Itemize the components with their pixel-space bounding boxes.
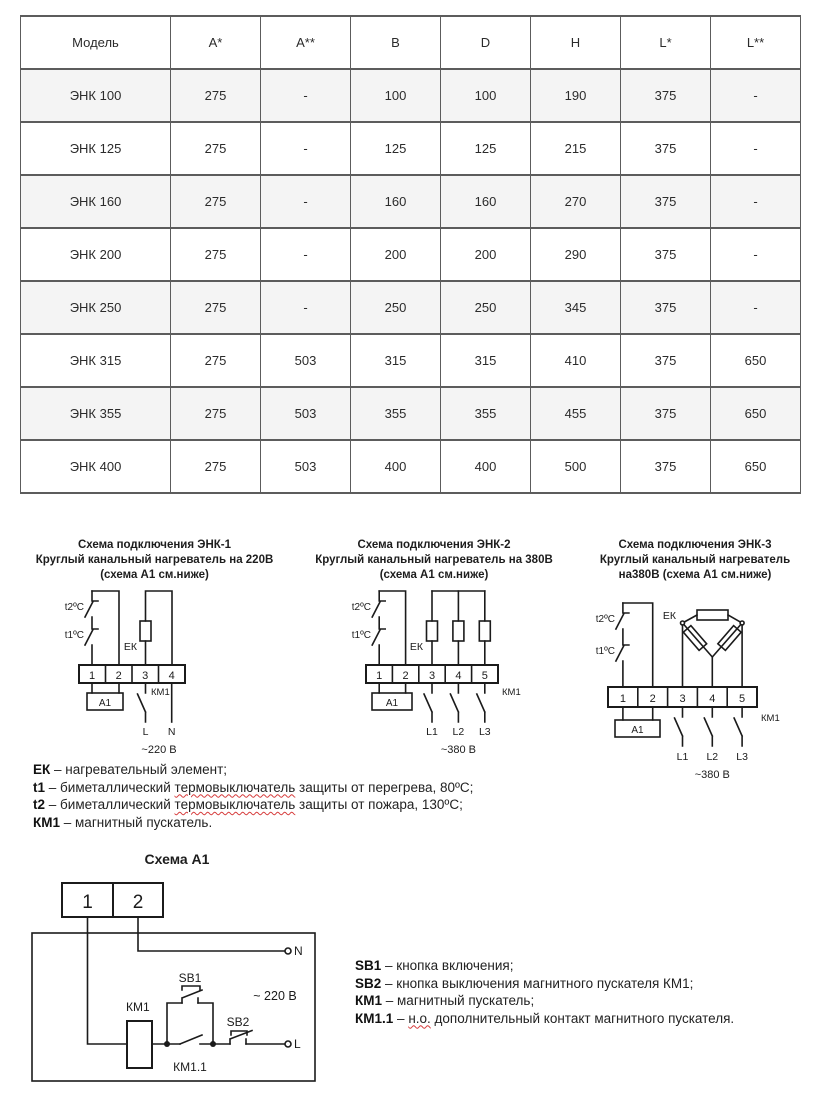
col-header: A**	[261, 16, 351, 69]
table-row	[21, 281, 801, 334]
terminal-number: 1	[82, 892, 93, 913]
km11-contact-icon	[180, 1035, 230, 1044]
heater-element-icon	[427, 621, 438, 641]
neutral-n-label: N	[167, 726, 176, 738]
dim-cell: -	[261, 281, 351, 334]
voltage-label: ~220 В	[141, 744, 177, 756]
dim-cell: 275	[171, 228, 261, 281]
sb1-button-contact-icon	[182, 990, 202, 1003]
voltage-label: ~380 В	[694, 769, 730, 781]
dim-cell: 270	[531, 175, 621, 228]
wire	[432, 591, 485, 665]
phase-l1-label: L1	[426, 726, 438, 738]
legend-line	[355, 1010, 805, 1028]
legend-text: дополнительный контакт магнитного пускателя.	[434, 1010, 735, 1026]
wire	[379, 683, 405, 693]
model-cell: ЭНК 200	[21, 228, 171, 281]
enclosure-box	[32, 933, 315, 1081]
thermal-switch-icon	[85, 591, 98, 665]
dim-cell: 250	[351, 281, 441, 334]
col-header-model: Модель	[21, 16, 171, 69]
sb2-button-contact-icon	[230, 1031, 252, 1045]
a1-label: А1	[385, 698, 399, 709]
sb1-button-cap-icon	[182, 986, 200, 990]
legend-text-misspelled: термовыключатель	[174, 779, 296, 795]
wire	[379, 591, 405, 665]
legend-term: SB1	[355, 958, 382, 973]
terminal-number: 2	[649, 693, 656, 705]
enk1-diagram-title	[12, 538, 297, 583]
legend-line	[33, 796, 503, 814]
thermal-switch-icon	[372, 591, 385, 665]
legend-line	[355, 975, 805, 993]
legend-text: – биметаллический	[48, 797, 171, 812]
legend-term: SB2	[355, 975, 382, 991]
km1-contact-icon	[734, 707, 742, 746]
dim-cell: 375	[621, 440, 711, 493]
title-line: Круглый канальный нагреватель	[599, 554, 791, 566]
legend-text: – биметаллический	[48, 779, 171, 795]
legend-line	[33, 779, 503, 797]
title-line: на380В (схема А1 см.ниже)	[618, 569, 772, 581]
legend-line	[355, 992, 805, 1010]
thermal-switch-icon	[616, 603, 629, 687]
dim-cell: 500	[531, 440, 621, 493]
wire	[623, 707, 653, 720]
dim-cell: 650	[711, 440, 801, 493]
col-header: L*	[621, 16, 711, 69]
dim-cell: 290	[531, 228, 621, 281]
dim-cell: 125	[351, 122, 441, 175]
dim-cell: -	[261, 69, 351, 122]
table-row	[21, 228, 801, 281]
terminal-number: 1	[88, 670, 96, 682]
dim-cell: 503	[261, 387, 351, 440]
voltage-label: ~380 В	[440, 744, 476, 756]
table-row	[21, 122, 801, 175]
dim-cell: 315	[351, 334, 441, 387]
ek-label: ЕК	[662, 610, 676, 622]
t2-label: t2ºС	[351, 602, 371, 613]
dim-cell: 100	[441, 69, 531, 122]
phase-l3-label: L3	[736, 751, 748, 763]
dim-cell: -	[261, 228, 351, 281]
dim-cell: 275	[171, 122, 261, 175]
dim-cell: 160	[351, 175, 441, 228]
dim-cell: 275	[171, 334, 261, 387]
dim-cell: 355	[351, 387, 441, 440]
title-line: Круглый канальный нагреватель на 380В	[315, 554, 553, 566]
t1-label: t1ºС	[64, 630, 84, 641]
dim-cell: 375	[621, 387, 711, 440]
km1-contact-icon	[675, 707, 683, 746]
heater-element-icon	[479, 621, 490, 641]
dim-cell: 275	[171, 387, 261, 440]
dim-cell: 650	[711, 387, 801, 440]
phase-l2-label: L2	[452, 726, 465, 738]
wire	[167, 1003, 213, 1044]
model-cell: ЭНК 125	[21, 122, 171, 175]
legend-text: – кнопка выключения магнитного пускателя КМ1;	[385, 975, 694, 991]
terminal-number: 3	[679, 693, 686, 705]
t1-label: t1ºС	[351, 630, 371, 641]
phase-l-label: L	[142, 726, 149, 738]
legend-line	[33, 814, 503, 832]
legend-term: КМ1	[355, 993, 382, 1008]
dim-cell: 275	[171, 175, 261, 228]
dim-cell: 355	[441, 387, 531, 440]
enk3-diagram-title	[574, 538, 816, 583]
model-cell: ЭНК 400	[21, 440, 171, 493]
legend-term: t2	[33, 797, 46, 812]
legend-text-misspelled: термовыключатель	[174, 797, 296, 812]
km1-label: КМ1	[126, 1000, 150, 1014]
ek-label: ЕК	[409, 641, 423, 653]
dim-cell: -	[261, 175, 351, 228]
wire	[683, 615, 743, 623]
model-cell: ЭНК 250	[21, 281, 171, 334]
model-cell: ЭНК 315	[21, 334, 171, 387]
legend-text: – нагревательный элемент;	[54, 762, 228, 777]
dim-cell: 315	[441, 334, 531, 387]
t1-label: t1ºС	[595, 646, 615, 657]
col-header: L**	[711, 16, 801, 69]
a1-label: А1	[98, 698, 112, 709]
dim-cell: 275	[171, 281, 261, 334]
dim-cell: 375	[621, 228, 711, 281]
km1-contact-icon	[704, 707, 712, 746]
terminal-number: 4	[455, 670, 462, 682]
terminal-number: 4	[168, 670, 175, 682]
dim-cell: 275	[171, 69, 261, 122]
legend-term: КМ1.1	[355, 1010, 394, 1026]
dim-cell: -	[711, 228, 801, 281]
dim-cell: 375	[621, 281, 711, 334]
dim-cell: 200	[441, 228, 531, 281]
t2-label: t2ºС	[595, 614, 615, 625]
dim-cell: -	[711, 281, 801, 334]
title-line: Схема подключения ЭНК-1	[77, 539, 232, 551]
legend-term: t1	[33, 779, 46, 795]
schema-a1-circuit-svg	[30, 878, 330, 1096]
terminal-number: 3	[428, 670, 436, 682]
title-line: Круглый канальный нагреватель на 220В	[35, 554, 274, 566]
heater-legend	[33, 761, 503, 831]
km1-contact-icon	[450, 683, 458, 722]
phase-l2-label: L2	[706, 751, 719, 763]
enk3-circuit-svg	[578, 583, 820, 798]
km1-label: КМ1	[761, 713, 780, 724]
neutral-n-label: N	[294, 944, 303, 958]
phase-l1-label: L1	[676, 751, 689, 763]
dim-cell: 375	[621, 175, 711, 228]
col-header: H	[531, 16, 621, 69]
km1-coil	[127, 1021, 152, 1068]
terminal-number: 1	[376, 670, 383, 682]
km11-label: КМ1.1	[173, 1060, 207, 1074]
model-cell: ЭНК 160	[21, 175, 171, 228]
enk2-diagram-title	[300, 538, 568, 583]
dim-cell: 160	[441, 175, 531, 228]
dim-cell: 375	[621, 69, 711, 122]
schema-a1-title: Схема А1	[144, 851, 210, 867]
terminal-number: 4	[709, 693, 716, 705]
wire	[92, 591, 119, 665]
dim-cell: 503	[261, 334, 351, 387]
terminal-number: 2	[132, 892, 144, 913]
km1-contact-icon	[138, 683, 146, 722]
heater-element-icon	[697, 610, 728, 620]
terminal-divider	[106, 665, 159, 683]
dim-cell: 650	[711, 334, 801, 387]
legend-text: защиты от пожара, 130ºС;	[299, 797, 463, 812]
col-header: D	[441, 16, 531, 69]
dim-cell: 200	[351, 228, 441, 281]
sb2-label: SB2	[226, 1015, 250, 1029]
dim-cell: 125	[441, 122, 531, 175]
wire	[138, 917, 285, 951]
dim-cell: 215	[531, 122, 621, 175]
km1-label: КМ1	[502, 687, 521, 698]
dim-cell: 345	[531, 281, 621, 334]
dimensions-table	[20, 15, 801, 494]
ek-label: ЕК	[123, 641, 137, 653]
a1-label: А1	[631, 725, 644, 736]
terminal-number: 5	[481, 670, 488, 682]
col-header: B	[351, 16, 441, 69]
table-row	[21, 440, 801, 493]
dim-cell: 275	[171, 440, 261, 493]
n-terminal-circle	[285, 948, 291, 954]
legend-line	[355, 957, 805, 975]
terminal-number: 5	[739, 693, 746, 705]
sb1-label: SB1	[178, 971, 202, 985]
wire	[88, 917, 128, 1044]
title-line: (схема А1 см.ниже)	[379, 569, 489, 581]
schema-a1-legend	[355, 957, 805, 1027]
km1-contact-icon	[477, 683, 485, 722]
title-line: Схема подключения ЭНК-3	[618, 539, 772, 551]
dim-cell: -	[711, 175, 801, 228]
dim-cell: 400	[351, 440, 441, 493]
legend-text-misspelled: н.о.	[408, 1010, 431, 1026]
legend-text: – кнопка включения;	[385, 958, 514, 973]
t2-label: t2ºС	[64, 602, 84, 613]
table-header-row	[21, 16, 801, 69]
terminal-number: 2	[402, 670, 409, 682]
km1-label: КМ1	[151, 687, 170, 698]
wire	[683, 623, 743, 657]
title-line: Схема подключения ЭНК-2	[357, 539, 511, 551]
terminal-number: 3	[142, 670, 149, 682]
model-cell: ЭНК 355	[21, 387, 171, 440]
table-row	[21, 387, 801, 440]
legend-term: КМ1	[33, 814, 60, 830]
dim-cell: 503	[261, 440, 351, 493]
phase-l-label: L	[294, 1037, 301, 1051]
dim-cell: -	[711, 69, 801, 122]
dim-cell: -	[711, 122, 801, 175]
terminal-number: 1	[619, 693, 626, 705]
table-row	[21, 175, 801, 228]
model-cell: ЭНК 100	[21, 69, 171, 122]
table-row	[21, 69, 801, 122]
wire	[146, 591, 173, 665]
legend-text: – магнитный пускатель;	[385, 993, 535, 1008]
legend-line	[33, 761, 503, 779]
km1-contact-icon	[424, 683, 432, 722]
terminal-number: 2	[115, 670, 122, 682]
legend-text: защиты от перегрева, 80ºС;	[299, 779, 474, 795]
dim-cell: 190	[531, 69, 621, 122]
phase-l3-label: L3	[478, 726, 491, 738]
voltage-label: ~ 220 В	[253, 989, 297, 1003]
l-terminal-circle	[285, 1041, 291, 1047]
legend-text: –	[397, 1010, 405, 1026]
dim-cell: 400	[441, 440, 531, 493]
dim-cell: 455	[531, 387, 621, 440]
dim-cell: 375	[621, 122, 711, 175]
dim-cell: 250	[441, 281, 531, 334]
col-header: A*	[171, 16, 261, 69]
table-row	[21, 334, 801, 387]
dim-cell: 410	[531, 334, 621, 387]
dim-cell: -	[261, 122, 351, 175]
title-line: (схема А1 см.ниже)	[100, 569, 209, 581]
heater-element-icon	[453, 621, 464, 641]
dim-cell: 375	[621, 334, 711, 387]
heater-element-icon	[140, 621, 151, 641]
legend-term: ЕК	[33, 762, 51, 777]
wire	[92, 683, 119, 693]
legend-text: – магнитный пускатель.	[63, 814, 213, 830]
dim-cell: 100	[351, 69, 441, 122]
